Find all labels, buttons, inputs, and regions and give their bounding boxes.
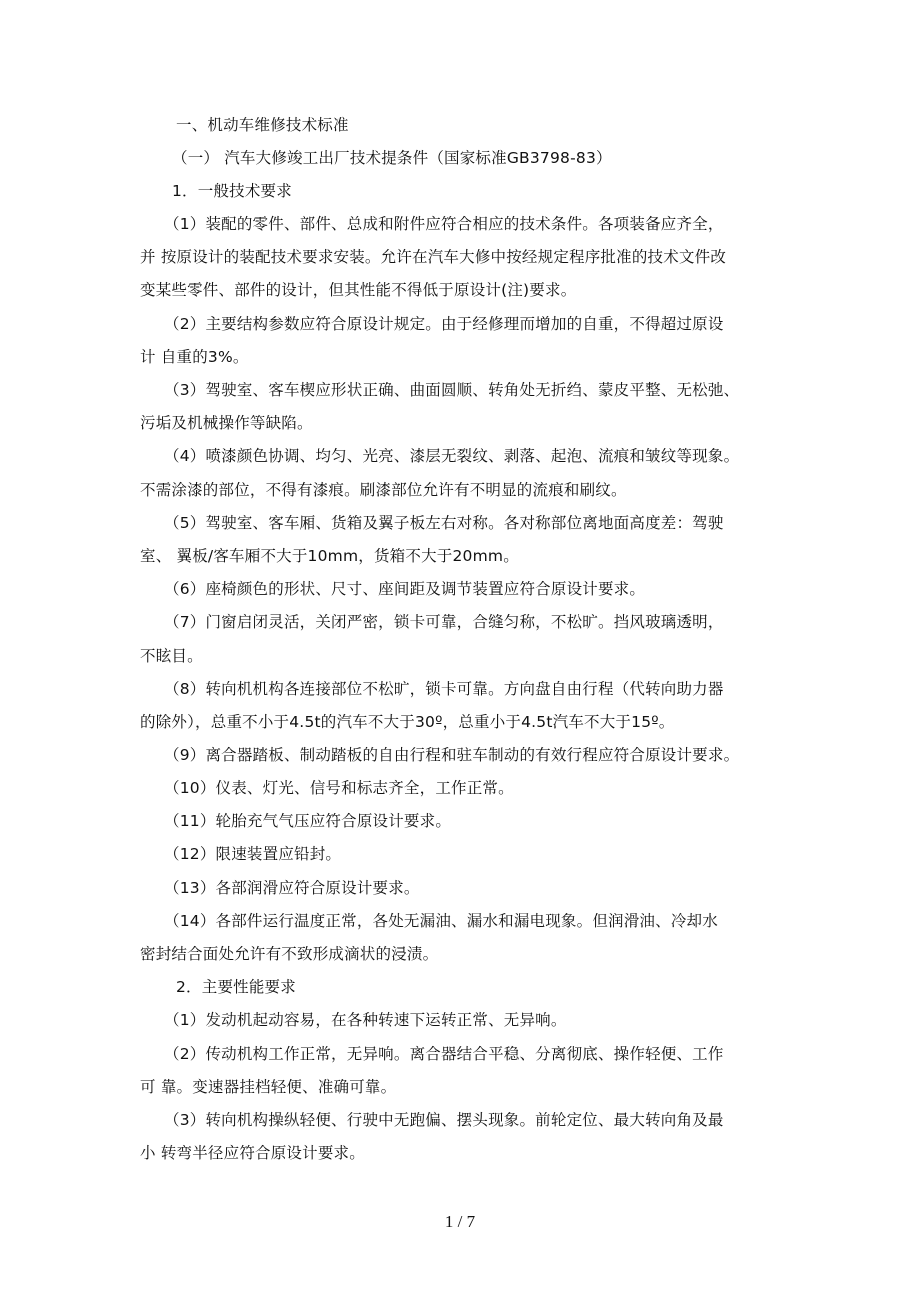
paragraph-line: （1）发动机起动容易，在各种转速下运转正常、无异响。 bbox=[164, 1011, 567, 1029]
subsection-title: 1．一般技术要求 bbox=[172, 182, 292, 200]
paragraph-line: 小 转弯半径应符合原设计要求。 bbox=[140, 1144, 365, 1162]
heading: 一、机动车维修技术标准 bbox=[176, 116, 349, 134]
paragraph-line: 污垢及机械操作等缺陷。 bbox=[140, 414, 313, 432]
paragraph-line: （14）各部件运行温度正常，各处无漏油、漏水和漏电现象。但润滑油、冷却水 bbox=[164, 912, 718, 930]
paragraph-line: 室、 翼板/客车厢不大于10mm，货箱不大于20mm。 bbox=[140, 547, 519, 565]
page-number: 1 / 7 bbox=[444, 1212, 476, 1231]
paragraph-line: （13）各部润滑应符合原设计要求。 bbox=[164, 879, 420, 897]
paragraph-line: （3）转向机构操纵轻便、行驶中无跑偏、摆头现象。前轮定位、最大转向角及最 bbox=[164, 1111, 724, 1129]
paragraph-line: 密封结合面处允许有不致形成滴状的浸渍。 bbox=[140, 945, 439, 963]
paragraph-line: 的除外），总重不小于4.5t的汽车不大于30º，总重小于4.5t汽车不大于15º。 bbox=[140, 713, 675, 731]
paragraph-line: 不需涂漆的部位，不得有漆痕。刷漆部位允许有不明显的流痕和刷纹。 bbox=[140, 481, 627, 499]
paragraph-line: （2）主要结构参数应符合原设计规定。由于经修理而增加的自重，不得超过原设 bbox=[164, 315, 724, 333]
paragraph-line: （5）驾驶室、客车厢、货箱及翼子板左右对称。各对称部位离地面高度差：驾驶 bbox=[164, 514, 724, 532]
paragraph-line: （8）转向机机构各连接部位不松旷，锁卡可靠。方向盘自由行程（代转向助力器 bbox=[164, 680, 724, 698]
section-title: （一） 汽车大修竣工出厂技术提条件（国家标准GB3798-83） bbox=[172, 149, 612, 167]
paragraph-line: 计 自重的3%。 bbox=[140, 348, 249, 366]
paragraph-line: （1）装配的零件、部件、总成和附件应符合相应的技术条件。各项装备应齐全， bbox=[164, 215, 724, 233]
paragraph-line: （7）门窗启闭灵活，关闭严密，锁卡可靠，合缝匀称，不松旷。挡风玻璃透明， bbox=[164, 613, 724, 631]
paragraph-line: （10）仪表、灯光、信号和标志齐全，工作正常。 bbox=[164, 779, 514, 797]
paragraph-line: （12）限速装置应铅封。 bbox=[164, 845, 342, 863]
subsection-title: 2．主要性能要求 bbox=[176, 978, 296, 996]
paragraph-line: （6）座椅颜色的形状、尺寸、座间距及调节装置应符合原设计要求。 bbox=[164, 580, 646, 598]
paragraph-line: （2）传动机构工作正常，无异响。离合器结合平稳、分离彻底、操作轻便、工作 bbox=[164, 1045, 724, 1063]
paragraph-line: 变某些零件、部件的设计，但其性能不得低于原设计(注)要求。 bbox=[140, 281, 577, 299]
paragraph-line: （3）驾驶室、客车楔应形状正确、曲面圆顺、转角处无折绉、蒙皮平整、无松弛、 bbox=[164, 381, 740, 399]
paragraph-line: （11）轮胎充气气压应符合原设计要求。 bbox=[164, 812, 452, 830]
paragraph-line: 不眩目。 bbox=[140, 647, 203, 665]
paragraph-line: （4）喷漆颜色协调、均匀、光亮、漆层无裂纹、剥落、起泡、流痕和皱纹等现象。 bbox=[164, 447, 740, 465]
paragraph-line: 可 靠。变速器挂档轻便、准确可靠。 bbox=[140, 1078, 397, 1096]
paragraph-line: 并 按原设计的装配技术要求安装。允许在汽车大修中按经规定程序批准的技术文件改 bbox=[140, 248, 727, 266]
paragraph-line: （9）离合器踏板、制动踏板的自由行程和驻车制动的有效行程应符合原设计要求。 bbox=[164, 746, 740, 764]
